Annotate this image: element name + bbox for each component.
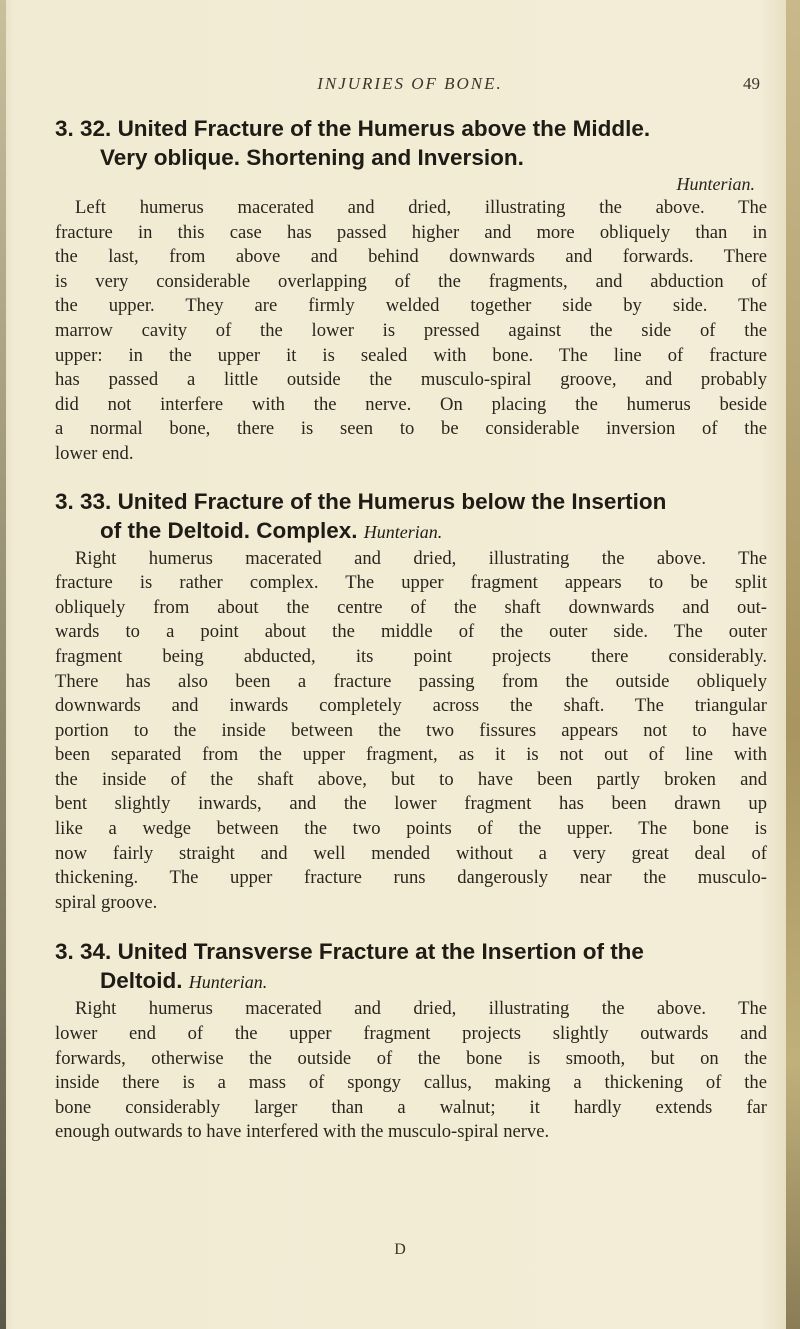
entry-heading: [55, 487, 767, 547]
entry-title-line-1: United Fracture of the Humerus above the Middle.: [117, 116, 651, 141]
page-content: [55, 114, 767, 1145]
text-line: the last, from above and behind downwards and forwards. There: [55, 246, 767, 268]
text-line: spiral groove.: [55, 891, 158, 913]
page-header: [60, 74, 760, 102]
entry-number: 3. 32.: [55, 116, 112, 141]
entry-title-line-1: United Transverse Fracture at the Insertion of the: [117, 939, 644, 965]
catalogue-entry-3-34: [55, 937, 767, 1145]
page-number: 49: [743, 74, 760, 93]
entry-heading: [55, 114, 767, 172]
catalogue-entry-3-32: [55, 114, 767, 467]
entry-source: Hunterian.: [363, 521, 443, 542]
text-line: now fairly straight and well mended without a very great deal of: [55, 842, 767, 864]
entry-description: [55, 997, 767, 1145]
entry-gap: [55, 467, 767, 487]
page-right-edge: [786, 0, 800, 1329]
text-line: bent slightly inwards, and the lower fragment has been drawn up: [55, 793, 767, 815]
entry-title-line-2: of the Deltoid. Complex.: [100, 517, 358, 543]
text-line: been separated from the upper fragment, as it is not out of line with: [55, 744, 767, 766]
text-line: portion to the inside between the two fissures appears not to have: [55, 719, 767, 741]
page-left-edge: [0, 0, 6, 1329]
entry-number: 3. 33.: [55, 488, 112, 514]
text-line: upper: in the upper it is sealed with bone. The line of fracture: [55, 344, 767, 366]
signature-mark: D: [394, 1241, 406, 1258]
text-line: did not interfere with the nerve. On placing the humerus beside: [55, 393, 767, 415]
entry-title-line-2: Very oblique. Shortening and Inversion.: [100, 145, 524, 170]
entry-heading: [55, 937, 767, 997]
text-line: wards to a point about the middle of the outer side. The outer: [55, 621, 767, 643]
text-line: has passed a little outside the musculo-spiral groove, and probably: [55, 369, 767, 391]
text-line: bone considerably larger than a walnut; it hardly extends far: [55, 1096, 767, 1118]
catalogue-entry-3-33: [55, 487, 767, 916]
text-line: fragment being abducted, its point projects there considerably.: [55, 645, 767, 667]
text-line: downwards and inwards completely across the shaft. The triangular: [55, 695, 767, 717]
text-line: lower end of the upper fragment projects slightly outwards and: [55, 1023, 767, 1045]
text-line: lower end.: [55, 442, 134, 464]
text-line: enough outwards to have interfered with the musculo-spiral nerve.: [55, 1121, 550, 1143]
entry-title-line-1: United Fracture of the Humerus below the Insertion: [117, 488, 667, 514]
text-line: obliquely from about the centre of the shaft downwards and out-: [55, 596, 767, 618]
text-line: the inside of the shaft above, but to have been partly broken and: [55, 768, 767, 790]
text-line: Left humerus macerated and dried, illustrating the above. The: [75, 197, 767, 218]
entry-description: [55, 196, 767, 467]
entry-description: [55, 547, 767, 916]
entry-source: Hunterian.: [188, 972, 268, 993]
text-line: fracture is rather complex. The upper fragment appears to be split: [55, 572, 767, 594]
text-line: inside there is a mass of spongy callus, making a thickening of the: [55, 1072, 767, 1094]
running-head: INJURIES OF BONE.: [317, 74, 503, 93]
text-line: forwards, otherwise the outside of the bone is smooth, but on the: [55, 1047, 767, 1069]
entry-gap: [55, 915, 767, 937]
text-line: Right humerus macerated and dried, illustrating the above. The: [75, 998, 767, 1020]
text-line: is very considerable overlapping of the fragments, and abduction of: [55, 270, 767, 292]
text-line: fracture in this case has passed higher and more obliquely than in: [55, 221, 767, 243]
text-line: marrow cavity of the lower is pressed against the side of the: [55, 319, 767, 341]
entry-number: 3. 34.: [55, 939, 112, 965]
entry-title-line-2: Deltoid.: [100, 968, 183, 994]
text-line: There has also been a fracture passing from the outside obliquely: [55, 670, 767, 692]
entry-source: Hunterian.: [676, 174, 755, 194]
text-line: like a wedge between the two points of the upper. The bone is: [55, 818, 767, 840]
text-line: the upper. They are firmly welded together side by side. The: [55, 295, 767, 317]
text-line: thickening. The upper fracture runs dangerously near the musculo-: [55, 867, 767, 889]
text-line: Right humerus macerated and dried, illustrating the above. The: [75, 547, 767, 569]
text-line: a normal bone, there is seen to be considerable inversion of the: [55, 418, 767, 440]
